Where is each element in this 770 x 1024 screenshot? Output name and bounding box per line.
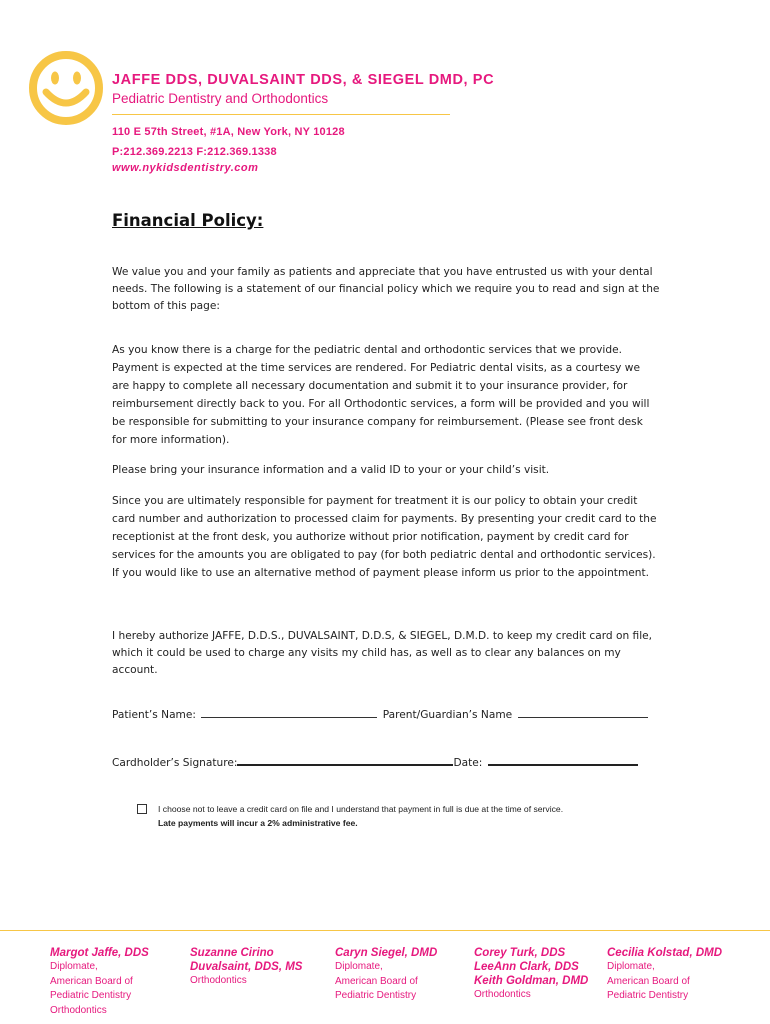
name-fields-row <box>112 709 648 721</box>
payment-paragraph: As you know there is a charge for the pediatric dental and orthodontic services that we provide. Payment is expected at the time services are rendered. For Pediatric dental visits, as a courtesy we are happy to complete all necessary documentation and submit it to your insurance provider, for reimbursement directly back to you. For all Orthodontic services, a form will be provided and you will be responsible for submitting to your insurance company for reimbursement. (Please see front desk for more information). <box>112 344 650 446</box>
doctor-name: Cecilia Kolstad, DMD <box>607 947 723 959</box>
doctor-jaffe <box>50 946 149 1018</box>
insurance-paragraph: Please bring your insurance information and a valid ID to your or your child’s visit. <box>112 464 550 476</box>
doctor-credential: Pediatric Dentistry <box>607 990 689 1001</box>
patient-name-field[interactable] <box>201 716 377 718</box>
document-title: Financial Policy: <box>112 211 264 230</box>
doctor-name: Duvalsaint, DDS, MS <box>190 961 303 973</box>
doctor-kolstad <box>607 946 722 1004</box>
practice-address: 110 E 57th Street, #1A, New York, NY 10128 <box>112 126 345 138</box>
patient-name-label: Patient’s Name: <box>112 709 196 721</box>
guardian-name-label: Parent/Guardian’s Name <box>382 709 513 721</box>
doctor-name: Keith Goldman, DMD <box>474 975 589 987</box>
smiley-face-icon <box>28 50 104 126</box>
doctor-credential: Diplomate, <box>607 961 655 972</box>
practice-website: www.nykidsdentistry.com <box>112 162 259 174</box>
signature-row <box>112 757 638 769</box>
cardholder-signature-field[interactable] <box>237 763 453 766</box>
doctor-credential: American Board of <box>50 975 133 987</box>
doctor-credential: Orthodontics <box>190 975 247 986</box>
doctor-orthodontists <box>474 946 588 1003</box>
footer-divider <box>0 930 770 931</box>
authorization-paragraph: I hereby authorize JAFFE, D.D.S., DUVALSAINT, D.D.S, & SIEGEL, D.M.D. to keep my credit card on file, which it could be used to charge any visits my child has, as well as to clear any balances on my account. <box>112 630 653 677</box>
doctor-credential: Orthodontics <box>50 1004 107 1016</box>
doctor-credential: American Board of <box>607 975 690 987</box>
doctor-name: LeeAnn Clark, DDS <box>474 961 579 973</box>
intro-paragraph: We value you and your family as patients and appreciate that you have entrusted us with your dental needs. The following is a statement of our financial policy which we require you to read and sign at the bottom of this page: <box>112 266 660 313</box>
practice-subtitle: Pediatric Dentistry and Orthodontics <box>112 91 329 106</box>
optout-text: I choose not to leave a credit card on file and I understand that payment in full is due at the time of service. <box>158 804 564 814</box>
date-field[interactable] <box>488 763 638 766</box>
doctor-name: Margot Jaffe, DDS <box>50 947 149 959</box>
letterhead-divider <box>112 114 450 115</box>
late-fee-notice: Late payments will incur a 2% administrative fee. <box>158 818 358 828</box>
doctor-credential: Pediatric Dentistry <box>50 990 132 1001</box>
doctor-name: Corey Turk, DDS <box>474 947 566 959</box>
cardholder-signature-label: Cardholder’s Signature: <box>112 757 238 769</box>
practice-phone-fax: P:212.369.2213 F:212.369.1338 <box>112 146 277 158</box>
doctor-name: Suzanne Cirino <box>190 947 274 959</box>
doctor-name: Caryn Siegel, DMD <box>335 947 438 959</box>
doctor-siegel <box>335 946 437 1004</box>
doctor-credential: American Board of <box>335 975 418 987</box>
optout-checkbox[interactable] <box>137 804 147 814</box>
doctor-credential: Diplomate, <box>335 961 383 972</box>
guardian-name-field[interactable] <box>518 716 648 718</box>
doctor-duvalsaint <box>190 946 302 989</box>
practice-name: JAFFE DDS, DUVALSAINT DDS, & SIEGEL DMD, PC <box>112 72 495 88</box>
doctor-credential: Pediatric Dentistry <box>335 990 417 1001</box>
date-label: Date: <box>453 757 483 769</box>
doctor-credential: Orthodontics <box>474 989 531 1000</box>
doctor-credential: Diplomate, <box>50 961 98 972</box>
credit-card-paragraph: Since you are ultimately responsible for payment for treatment it is our policy to obtain your credit card number and authorization to processed claim for payments. By presenting your credit card to the receptionist at the front desk, you authorize without prior notification, payment by credit card for services for the amounts you are obligated to pay (for both pediatric dental and orthodontic services). If you would like to use an alternative method of payment please inform us prior to the appointment. <box>112 495 657 579</box>
